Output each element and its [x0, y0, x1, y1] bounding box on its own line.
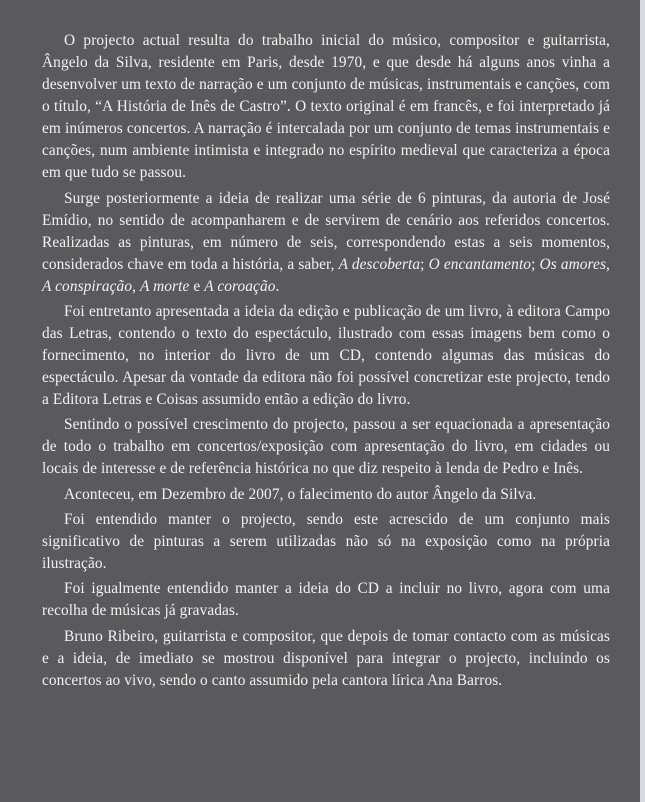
paragraph-performers: Bruno Ribeiro, guitarrista e compositor, que depois de tomar contacto com as músicas e a ideia, de imediato se mostrou disponível para integrar o projecto, incluindo os concertos ao vivo, sendo o canto assumido pela cantora lírica Ana Barros. [42, 627, 610, 689]
body-text [42, 30, 610, 692]
title-separator: , [132, 277, 140, 295]
title-separator: e [189, 277, 205, 295]
paintings-intro-text: Surge posteriormente a ideia de realizar uma série de 6 pinturas, da autoria de José Emídio, no sentido de acompanharem e de servirem de cenário aos referidos concertos. Realizadas as pinturas, em número de seis, correspondendo estas a seis momentos, considerados chave em toda a história, a saber, [42, 189, 610, 273]
paragraph-book-publication: Foi entretanto apresentada a ideia da edição e publicação de um livro, à editora Campo das Letras, contendo o texto do espectáculo, ilustrado com essas imagens bem como o fornecimento, no interior do livro de um CD, contendo algumas das músicas do espectáculo. Apesar da vontade da editora não foi possível concretizar este projecto, tendo a Editora Letras e Coisas assumido então a edição do livro. [42, 302, 610, 409]
title-separator: . [275, 277, 280, 295]
paragraph-paintings [42, 188, 610, 298]
paragraph-project-origin: O projecto actual resulta do trabalho inicial do músico, compositor e guitarrista, Ângelo da Silva, residente em Paris, desde 1970, e que desde há alguns anos vinha a desenvolver um texto de narração e um conjunto de músicas, instrumentais e canções, com o título, “A História de Inês de Castro”. O texto original é em francês, e foi interpretado já em inúmeros concertos. A narração é intercalada por um conjunto de temas instrumentais e canções, num ambiente intimista e integrado no espírito medieval que caracteriza a época em que tudo se passou. [42, 32, 610, 182]
paragraph-cd: Foi igualmente entendido manter a ideia do CD a incluir no livro, agora com uma recolha de músicas já gravadas. [42, 580, 610, 620]
painting-title-conspiracao: A conspiração [42, 277, 133, 295]
title-separator: , [606, 255, 610, 273]
paragraph-project-maintained: Foi entendido manter o projecto, sendo este acrescido de um conjunto mais significativo de pinturas a serem utilizadas não só na exposição como na própria ilustração. [42, 510, 610, 573]
painting-title-amores: Os amores [539, 255, 607, 273]
title-separator: ; [531, 255, 540, 273]
page-edge [640, 0, 645, 802]
painting-title-encantamento: O encantamento [428, 255, 532, 273]
paragraph-author-death: Aconteceu, em Dezembro de 2007, o falecimento do autor Ângelo da Silva. [64, 485, 537, 503]
painting-title-morte: A morte [139, 277, 190, 295]
title-separator: ; [420, 255, 429, 273]
paragraph-project-growth: Sentindo o possível crescimento do projecto, passou a ser equacionada a apresentação de todo o trabalho em concertos/exposição com apresentação do livro, em cidades ou locais de interesse e de referência histórica no que diz respeito à lenda de Pedro e Inês. [42, 416, 610, 478]
painting-title-descoberta: A descoberta [338, 255, 421, 273]
painting-title-coroacao: A coroação [204, 277, 276, 295]
